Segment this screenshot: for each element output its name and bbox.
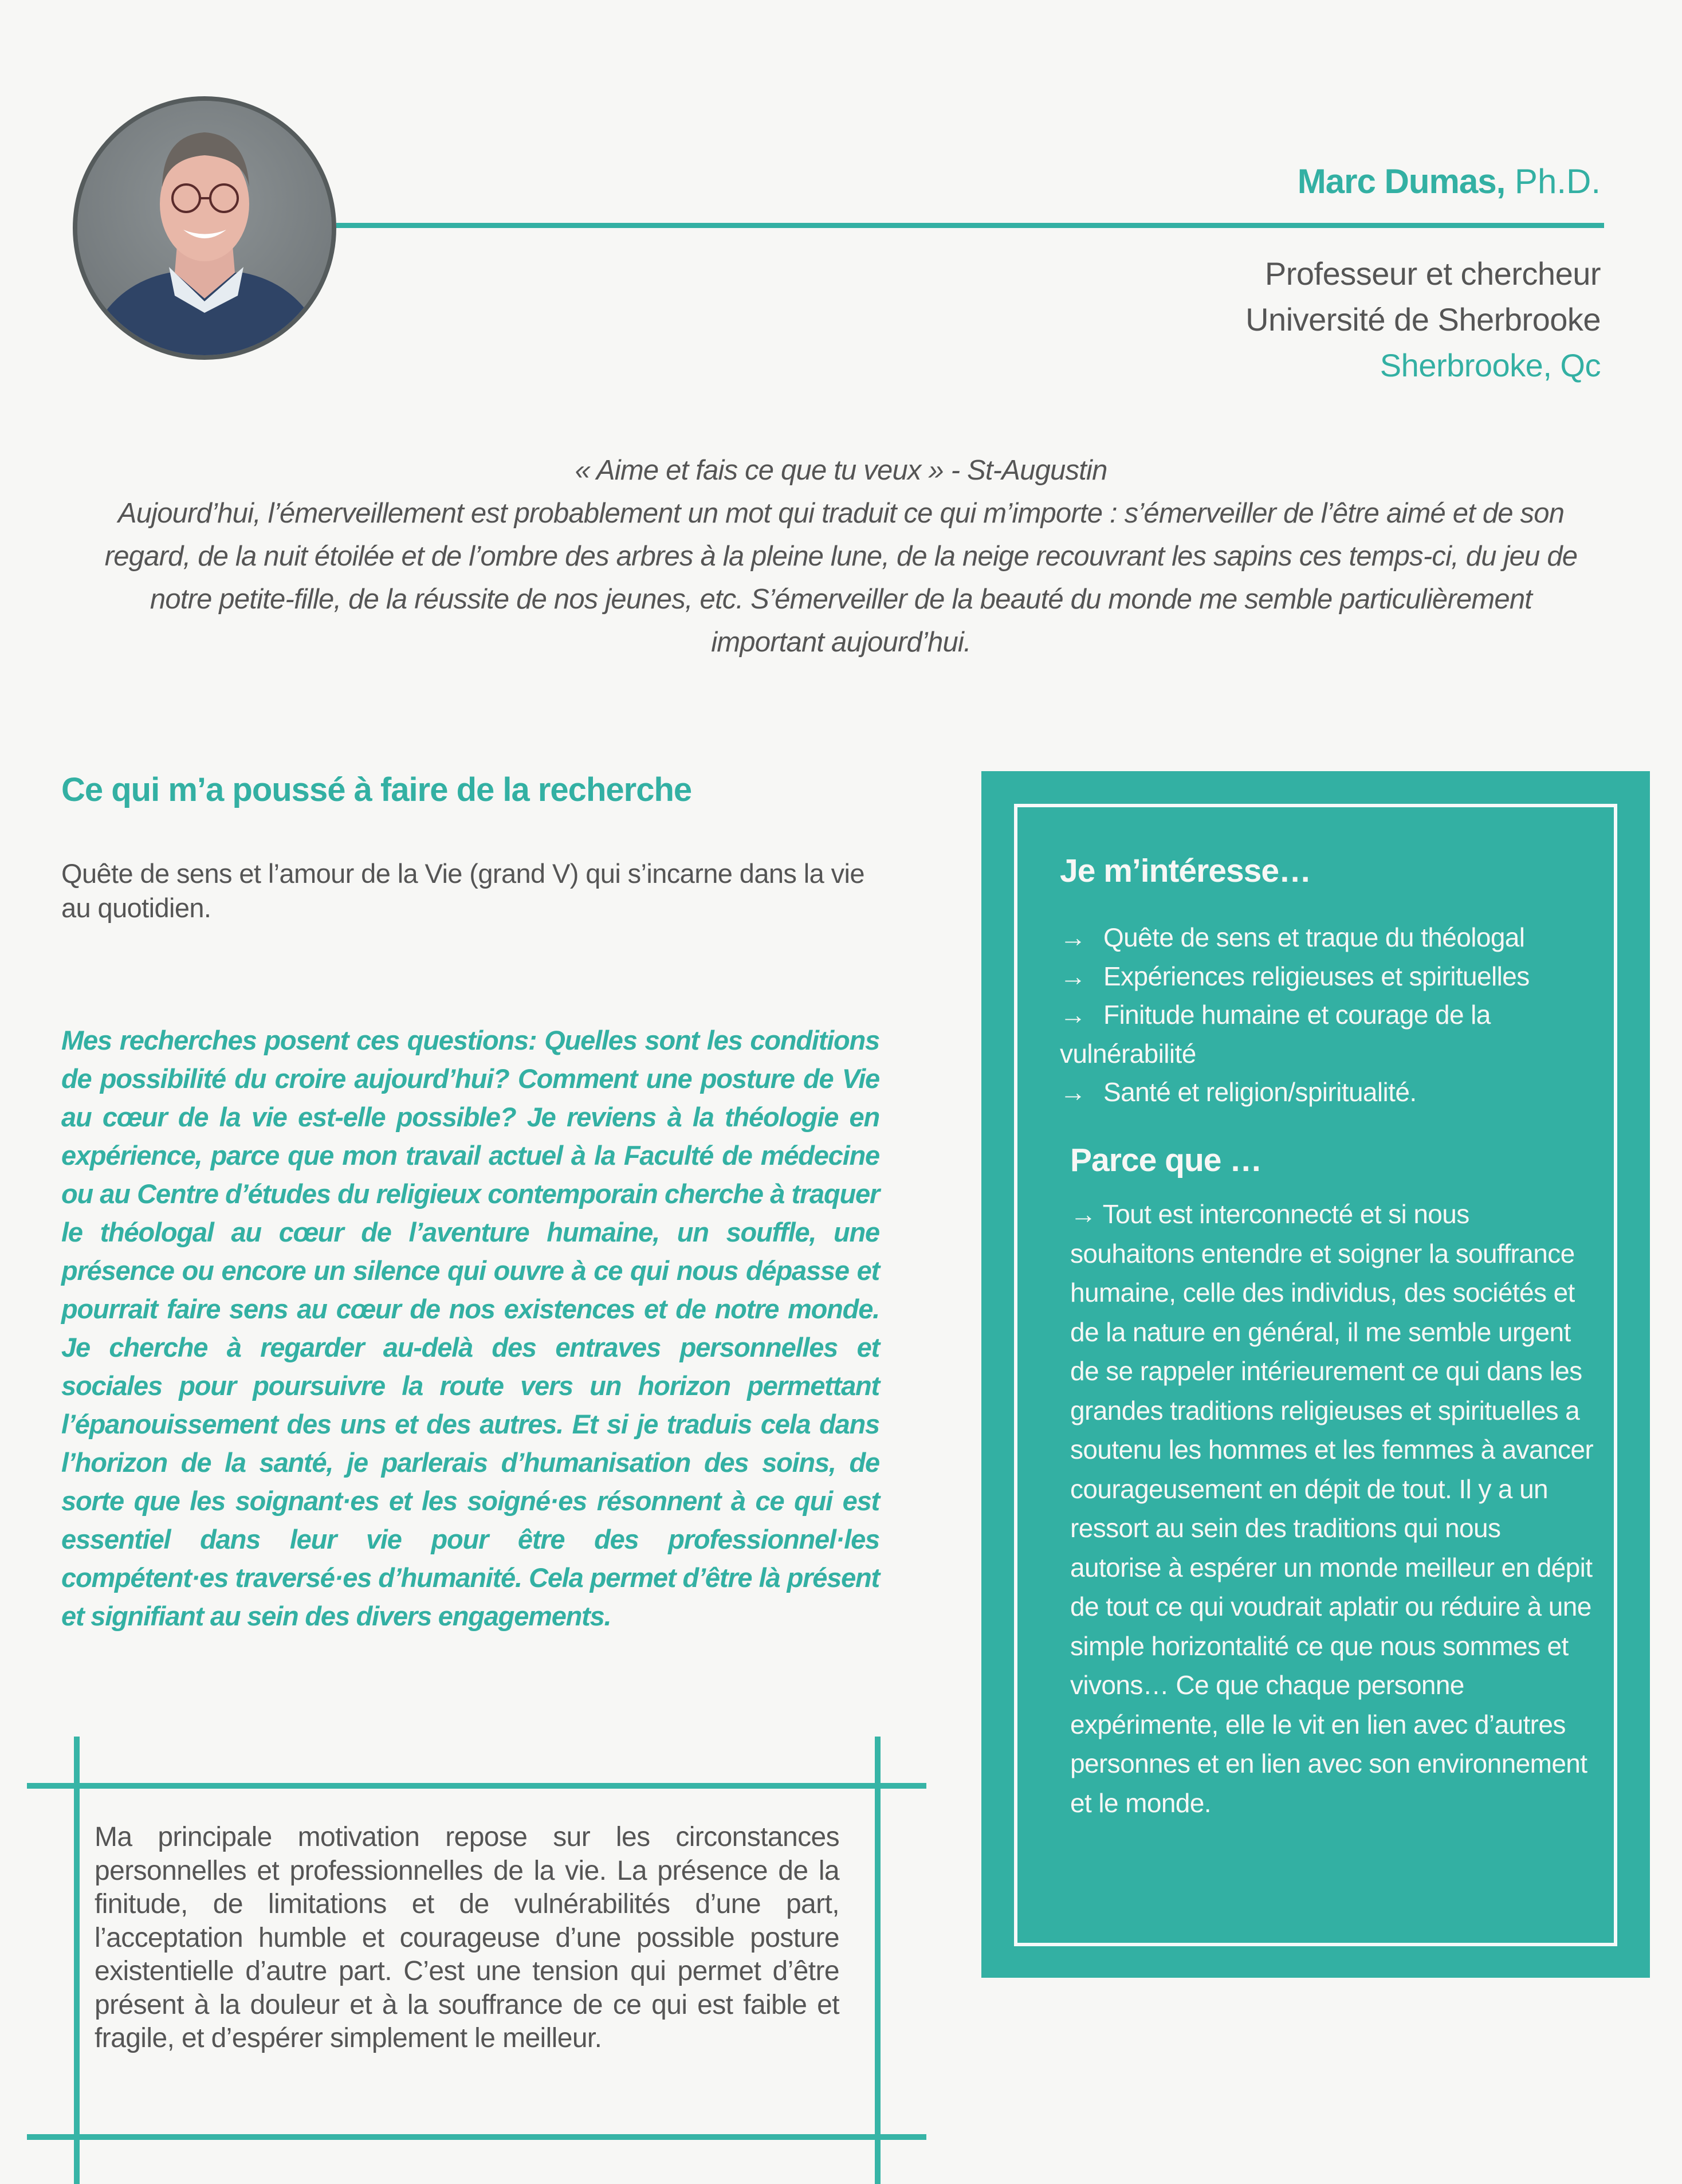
arrow-right-icon: → xyxy=(1060,1077,1086,1107)
location: Sherbrooke, Qc xyxy=(1380,347,1601,383)
epigraph: « Aime et fais ce que tu veux » - St-Augustin xyxy=(575,455,1107,486)
research-paragraph: Mes recherches posent ces questions: Quelles sont les conditions de possibilité du croire aujourd’hui? Comment une posture de Vie au cœur de la vie est-elle possible? Je reviens à la théologie en expérience, parce que mon travail actuel à la Faculté de médecine ou au Centre d’études du religieux contemporain cherche à traquer le théologal au cœur de l’aventure humaine, un souffle, une présence ou encore un silence qui ouvre à ce qui nous dépasse et pourrait faire sens au cœur de nos existences et de notre monde. Je cherche à regarder au-delà des entraves personnelles et sociales pour poursuivre la route vers un horizon permettant l’épanouissement des uns et des autres. Et si je traduis cela dans l’horizon de la santé, je parlerais d’humanisation des soins, de sorte que les soignant·es et les soigné·es résonnent à ce qui est essentiel dans leur vie pour être des professionnel·les compétent·es traversé·es d’humanité. Cela permet d’être là présent et signifiant au sein des divers engagements. xyxy=(61,1025,879,1631)
list-item: → Quête de sens et traque du théologal xyxy=(1060,918,1610,957)
arrow-right-icon: → xyxy=(1060,922,1086,952)
arrow-right-icon: → xyxy=(1060,961,1086,991)
section-heading: Ce qui m’a poussé à faire de la recherche xyxy=(61,771,692,808)
quote-text: Aujourd’hui, l’émerveillement est probablement un mot qui traduit ce qui m’importe : s’émerveiller de l’être aimé et de son regard, de la nuit étoilée et de l’ombre des arbres à la pleine lune, de la neige recouvrant les sapins ces temps-ci, du jeu de notre petite-fille, de la réussite de nos jeunes, etc. S’émerveiller de la beauté du monde me semble particulièrement important aujourd’hui. xyxy=(104,498,1578,658)
intro-paragraph: Quête de sens et l’amour de la Vie (grand V) qui s’incarne dans la vie au quotidien. xyxy=(61,858,864,923)
motivation-paragraph: Ma principale motivation repose sur les circonstances personnelles et professionnelles de la vie. La présence de la finitude, de limitations et de vulnérabilités d’une part, l’acceptation humble et courageuse d’une possible posture existentielle d’autre part. C’est une tension qui permet d’être présent à la douleur et à la souffrance de ce qui est faible et fragile, et d’espérer simplement le meilleur. xyxy=(95,1822,839,2053)
interests-list xyxy=(1060,918,1610,1112)
frame-line-left xyxy=(74,1737,80,2184)
because-paragraph: → Tout est interconnecté et si nous souhaitons entendre et soigner la souffrance humaine, celle des individus, des sociétés et de la nature en général, il me semble urgent de se rappeler intérieurement ce qui dans les grandes traditions religieuses et spirituelles a soutenu les hommes et les femmes à avancer courageusement en dépit de tout. Il y a un ressort au sein des traditions qui nous autorise à espérer un monde meilleur en dépit de tout ce qui voudrait aplatir ou réduire à une simple horizontalité ce que nous sommes et vivons… Ce que chaque personne expérimente, elle le vit en lien avec d’autres personnes et en lien avec son environnement et le monde. xyxy=(1070,1199,1594,1818)
person-name xyxy=(1298,162,1601,201)
profile-photo xyxy=(73,96,336,360)
institution: Université de Sherbrooke xyxy=(1245,301,1601,337)
interests-heading: Je m’intéresse… xyxy=(1060,853,1311,889)
list-item: → Santé et religion/spiritualité. xyxy=(1060,1073,1610,1112)
frame-line-right xyxy=(875,1737,881,2184)
because-heading: Parce que … xyxy=(1070,1142,1262,1179)
list-item: → Finitude humaine et courage de la vulnérabilité xyxy=(1060,996,1610,1073)
list-item: → Expériences religieuses et spirituelles xyxy=(1060,957,1610,996)
arrow-right-icon: → xyxy=(1060,1000,1086,1030)
frame-line-bottom xyxy=(27,2134,926,2140)
job-title: Professeur et chercheur xyxy=(1264,256,1601,292)
portrait-illustration xyxy=(77,101,332,355)
header-divider xyxy=(336,223,1604,228)
degree-text: Ph.D. xyxy=(1505,162,1601,201)
name-text: Marc Dumas, xyxy=(1297,162,1506,201)
frame-line-top xyxy=(27,1783,926,1789)
quote-block xyxy=(103,449,1579,664)
